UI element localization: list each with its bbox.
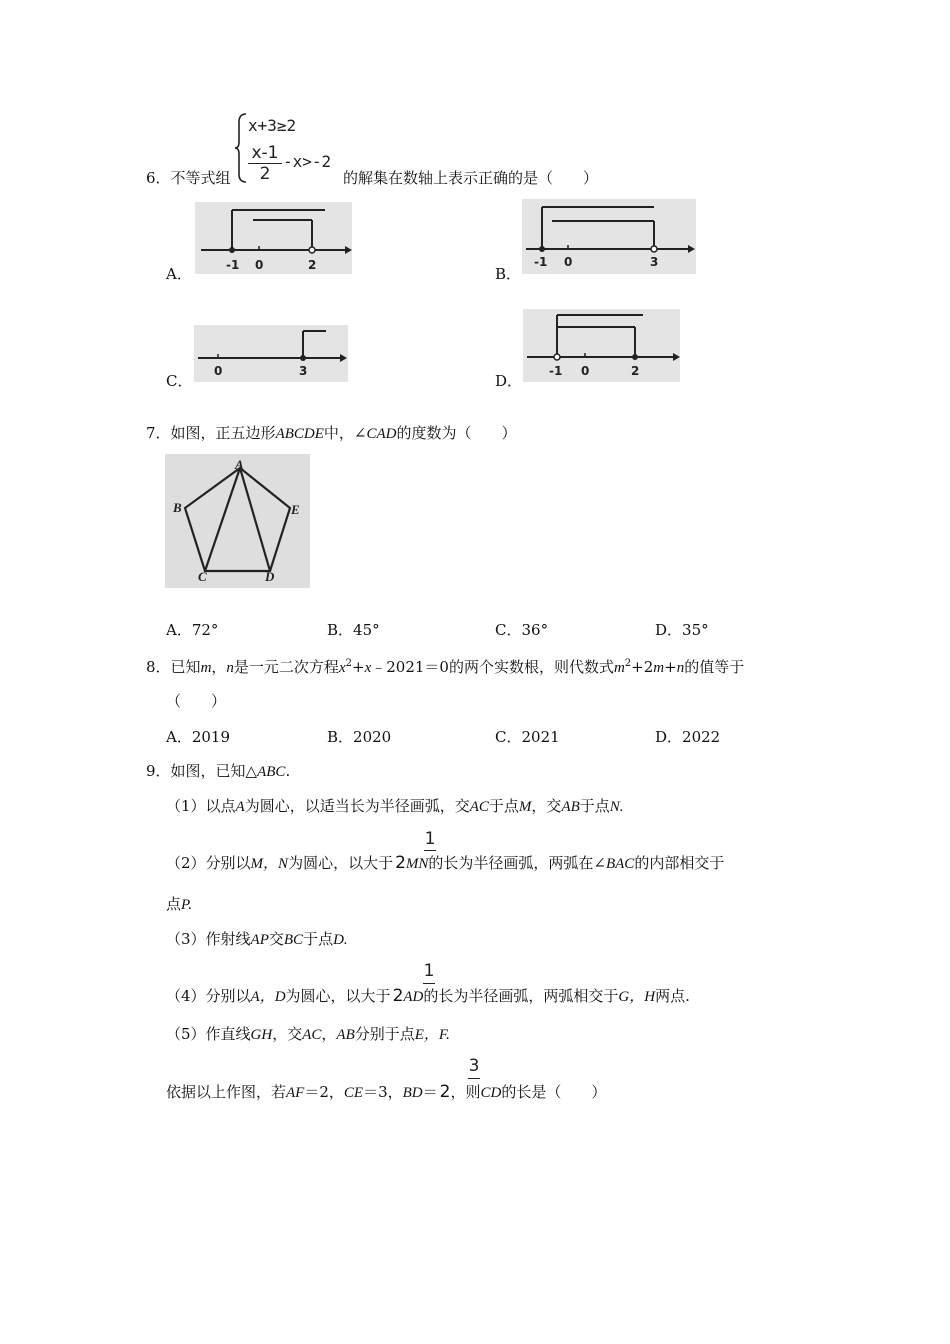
q9-s2-p: P. bbox=[181, 897, 192, 913]
q8-sup-2b: 2 bbox=[624, 658, 632, 669]
q9-triangle-name: ABC bbox=[257, 764, 286, 780]
q9-s5-ef: E，F. bbox=[414, 1027, 450, 1043]
q8-plus: + bbox=[351, 658, 365, 676]
q9-s3-ap: AP bbox=[250, 932, 269, 948]
q6-a-tick-0: 0 bbox=[255, 258, 264, 272]
q8-t1: 已知 bbox=[170, 658, 201, 676]
q9-s1-point-a: A bbox=[235, 799, 245, 815]
q6-prefix: 不等式组 bbox=[170, 169, 231, 187]
q9-step-1 bbox=[166, 796, 624, 817]
q7-stem bbox=[146, 423, 516, 444]
q7-angle-name: CAD bbox=[366, 426, 397, 442]
q9-final-a: 依据以上作图，若 bbox=[166, 1083, 287, 1101]
q6-suffix: 的解集在数轴上表示正确的是（ ） bbox=[343, 169, 599, 187]
q9-s5-sep: ， bbox=[321, 1025, 337, 1043]
q9-final-b: ＝2， bbox=[304, 1083, 344, 1101]
q8-var-x: x bbox=[338, 660, 346, 676]
q7-vertex-b: B bbox=[173, 500, 182, 515]
q7-option-d-label: D． bbox=[655, 621, 683, 639]
q6-option-b-label[interactable]: B． bbox=[495, 265, 522, 283]
q7-pentagon-figure bbox=[165, 454, 310, 588]
q9-number: 9． bbox=[146, 762, 171, 780]
q9-bd-den: 2 bbox=[439, 1082, 451, 1102]
q6-a-tick-neg1: -1 bbox=[226, 258, 240, 272]
q8-var-n2: n bbox=[676, 660, 685, 676]
q6-number: 6． bbox=[146, 169, 171, 187]
q9-s4-ad2: AD bbox=[403, 989, 424, 1005]
q9-s1-a: （1）以点 bbox=[166, 797, 236, 815]
q9-s3-b: 交 bbox=[268, 930, 284, 948]
q9-s1-ac: AC bbox=[469, 799, 489, 815]
q9-final-bd: BD bbox=[402, 1085, 423, 1101]
q9-s1-d: ，交 bbox=[531, 797, 562, 815]
q9-s2-c: 的长为半径画弧，两弧在∠ bbox=[428, 854, 606, 872]
q9-s2-mn: M，N bbox=[250, 856, 289, 872]
q9-s5-ab: AB bbox=[336, 1027, 355, 1043]
q9-s2-a: （2）分别以 bbox=[166, 854, 251, 872]
q9-s4-half-num: 1 bbox=[423, 961, 435, 981]
q7-option-c-value: 36° bbox=[521, 621, 549, 639]
q9-s1-e: 于点 bbox=[579, 797, 610, 815]
q7-option-a-value: 72° bbox=[191, 621, 219, 639]
q6-line bbox=[146, 168, 231, 188]
q6-inequality-2-rest: -x>-2 bbox=[283, 152, 332, 171]
q9-s3-c: 于点 bbox=[303, 930, 334, 948]
q8-t6: 的值等于 bbox=[684, 658, 745, 676]
q9-s4-ad: A，D bbox=[250, 989, 286, 1005]
q9-s2-b: 为圆心，以大于 bbox=[288, 854, 394, 872]
q9-final-af: AF bbox=[286, 1085, 305, 1101]
q9-s4-half-bar bbox=[423, 983, 435, 984]
q8-var-x2: x bbox=[364, 660, 372, 676]
q6-option-a-label[interactable]: A． bbox=[166, 265, 192, 283]
q7-option-d[interactable] bbox=[655, 620, 709, 640]
q9-final-f: 的长是（ ） bbox=[501, 1083, 607, 1101]
q9-s2-half-num: 1 bbox=[424, 829, 436, 849]
q8-var-m: m bbox=[200, 660, 212, 676]
q9-s4-d: 两点. bbox=[655, 987, 690, 1005]
q8-option-d-label: D． bbox=[655, 728, 683, 746]
q6-d-tick-neg1: -1 bbox=[549, 364, 563, 378]
q6-option-a-numberline[interactable] bbox=[195, 202, 352, 274]
q8-option-c-value: 2021 bbox=[521, 728, 560, 746]
q8-t5: + bbox=[664, 658, 677, 676]
q6-c-tick-0: 0 bbox=[214, 364, 223, 378]
q9-final-c: ＝3， bbox=[363, 1083, 403, 1101]
q7-vertex-e: E bbox=[291, 502, 300, 517]
q8-option-b[interactable] bbox=[327, 727, 391, 747]
q7-vertex-a: A bbox=[235, 457, 244, 472]
q6-b-tick-0: 0 bbox=[564, 255, 573, 269]
q7-option-a-label: A． bbox=[166, 621, 192, 639]
q8-stem bbox=[146, 654, 744, 678]
q9-final-ce: CE bbox=[343, 1085, 364, 1101]
q6-fraction-denominator: 2 bbox=[259, 164, 271, 184]
q7-option-c[interactable] bbox=[495, 620, 548, 640]
q8-option-a[interactable] bbox=[166, 727, 230, 747]
q9-s2-mn2: MN bbox=[405, 856, 429, 872]
q6-option-b-numberline[interactable] bbox=[522, 199, 696, 274]
q6-a-tick-2: 2 bbox=[308, 258, 317, 272]
q9-s5-b: ，交 bbox=[272, 1025, 303, 1043]
q9-s2-d: 的内部相交于 bbox=[634, 854, 725, 872]
q9-s4-gh: G，H bbox=[618, 989, 656, 1005]
q7-option-d-value: 35° bbox=[682, 621, 709, 639]
q8-comma: ， bbox=[211, 658, 227, 676]
q6-c-tick-3: 3 bbox=[299, 364, 308, 378]
q6-b-tick-neg1: -1 bbox=[534, 255, 548, 269]
q9-s5-a: （5）作直线 bbox=[166, 1025, 251, 1043]
q9-s4-b: 为圆心，以大于 bbox=[285, 987, 391, 1005]
q9-final-e: ，则 bbox=[450, 1083, 481, 1101]
q9-s1-b: 为圆心，以适当长为半径画弧，交 bbox=[244, 797, 470, 815]
q6-system-brace bbox=[234, 112, 248, 188]
q9-s5-gh: GH bbox=[250, 1027, 273, 1043]
q8-var-m2: m bbox=[613, 660, 625, 676]
q7-pentagon-name: ABCDE bbox=[275, 426, 324, 442]
q9-step-5 bbox=[166, 1024, 450, 1045]
q9-s1-c: 于点 bbox=[488, 797, 519, 815]
q6-option-c-label[interactable]: C． bbox=[166, 372, 193, 390]
q7-vertex-d: D bbox=[265, 569, 275, 584]
q8-sup-2: 2 bbox=[345, 658, 352, 669]
q9-bd-bar bbox=[468, 1078, 480, 1079]
q7-option-b-label: B． bbox=[327, 621, 354, 639]
q9-s5-ac: AC bbox=[302, 1027, 322, 1043]
q9-final-cd: CD bbox=[480, 1085, 502, 1101]
q9-step-2 bbox=[166, 853, 724, 874]
q9-bd-num: 3 bbox=[468, 1056, 480, 1076]
q6-b-tick-3: 3 bbox=[650, 255, 659, 269]
q9-intro-end: . bbox=[285, 762, 291, 780]
q7-option-c-label: C． bbox=[495, 621, 522, 639]
q6-option-d-numberline[interactable] bbox=[523, 309, 680, 382]
q7-option-a[interactable] bbox=[166, 620, 218, 640]
q6-option-d-label[interactable]: D． bbox=[495, 372, 523, 390]
q9-final-d: ＝ bbox=[422, 1083, 438, 1101]
q7-text-e: 的度数为（ ） bbox=[396, 424, 517, 442]
q6-inequality-1: x+3≥2 bbox=[248, 116, 297, 135]
q9-s4-a: （4）分别以 bbox=[166, 987, 251, 1005]
q9-s2-half-bar bbox=[424, 850, 436, 851]
q9-step-4 bbox=[166, 986, 690, 1007]
q7-number: 7． bbox=[146, 424, 171, 442]
q7-option-b[interactable] bbox=[327, 620, 380, 640]
q9-s2-e: 点 bbox=[166, 895, 182, 913]
q9-s4-c: 的长为半径画弧，两弧相交于 bbox=[423, 987, 619, 1005]
q9-step-3 bbox=[166, 929, 348, 950]
q6-d-tick-0: 0 bbox=[581, 364, 590, 378]
q9-intro-text: 如图，已知△ bbox=[170, 762, 258, 780]
q7-text-a: 如图，正五边形 bbox=[170, 424, 276, 442]
q7-text-c: 中，∠ bbox=[323, 424, 367, 442]
q9-s3-d: D. bbox=[333, 932, 348, 948]
q8-option-c[interactable] bbox=[495, 727, 560, 747]
q8-number: 8． bbox=[146, 658, 171, 676]
q9-s2-bac: BAC bbox=[605, 856, 635, 872]
q9-s5-c: 分别于点 bbox=[354, 1025, 415, 1043]
q6-fraction-numerator: x-1 bbox=[251, 143, 279, 163]
q9-intro bbox=[146, 761, 290, 782]
q9-s4-half-den: 2 bbox=[392, 986, 404, 1006]
q6-d-tick-2: 2 bbox=[631, 364, 640, 378]
q9-s2-half-den: 2 bbox=[395, 853, 406, 873]
q9-s1-m: M bbox=[518, 799, 532, 815]
q8-option-a-value: 2019 bbox=[191, 728, 231, 746]
q8-answer-paren: （ ） bbox=[166, 692, 227, 710]
q7-option-b-value: 45° bbox=[353, 621, 380, 639]
q8-var-m3: m bbox=[653, 660, 665, 676]
q8-t3: ﹣2021＝0的两个实数根，则代数式 bbox=[371, 658, 614, 676]
q8-option-d-value: 2022 bbox=[682, 728, 721, 746]
q8-var-n: n bbox=[226, 660, 234, 676]
q8-option-d[interactable] bbox=[655, 727, 720, 747]
q9-s1-n: N. bbox=[609, 799, 624, 815]
q9-s3-a: （3）作射线 bbox=[166, 930, 251, 948]
q8-option-c-label: C． bbox=[495, 728, 522, 746]
q9-s1-ab: AB bbox=[561, 799, 580, 815]
q9-s3-bc: BC bbox=[283, 932, 304, 948]
q8-t4: +2 bbox=[631, 658, 654, 676]
q8-t2: 是一元二次方程 bbox=[233, 658, 339, 676]
q8-option-a-label: A． bbox=[166, 728, 192, 746]
q8-option-b-value: 2020 bbox=[353, 728, 392, 746]
q8-option-b-label: B． bbox=[327, 728, 354, 746]
q9-step-2-cont bbox=[166, 894, 192, 915]
q6-option-c-numberline[interactable] bbox=[194, 325, 348, 382]
q7-vertex-c: C bbox=[198, 569, 207, 584]
q9-final bbox=[166, 1082, 606, 1103]
